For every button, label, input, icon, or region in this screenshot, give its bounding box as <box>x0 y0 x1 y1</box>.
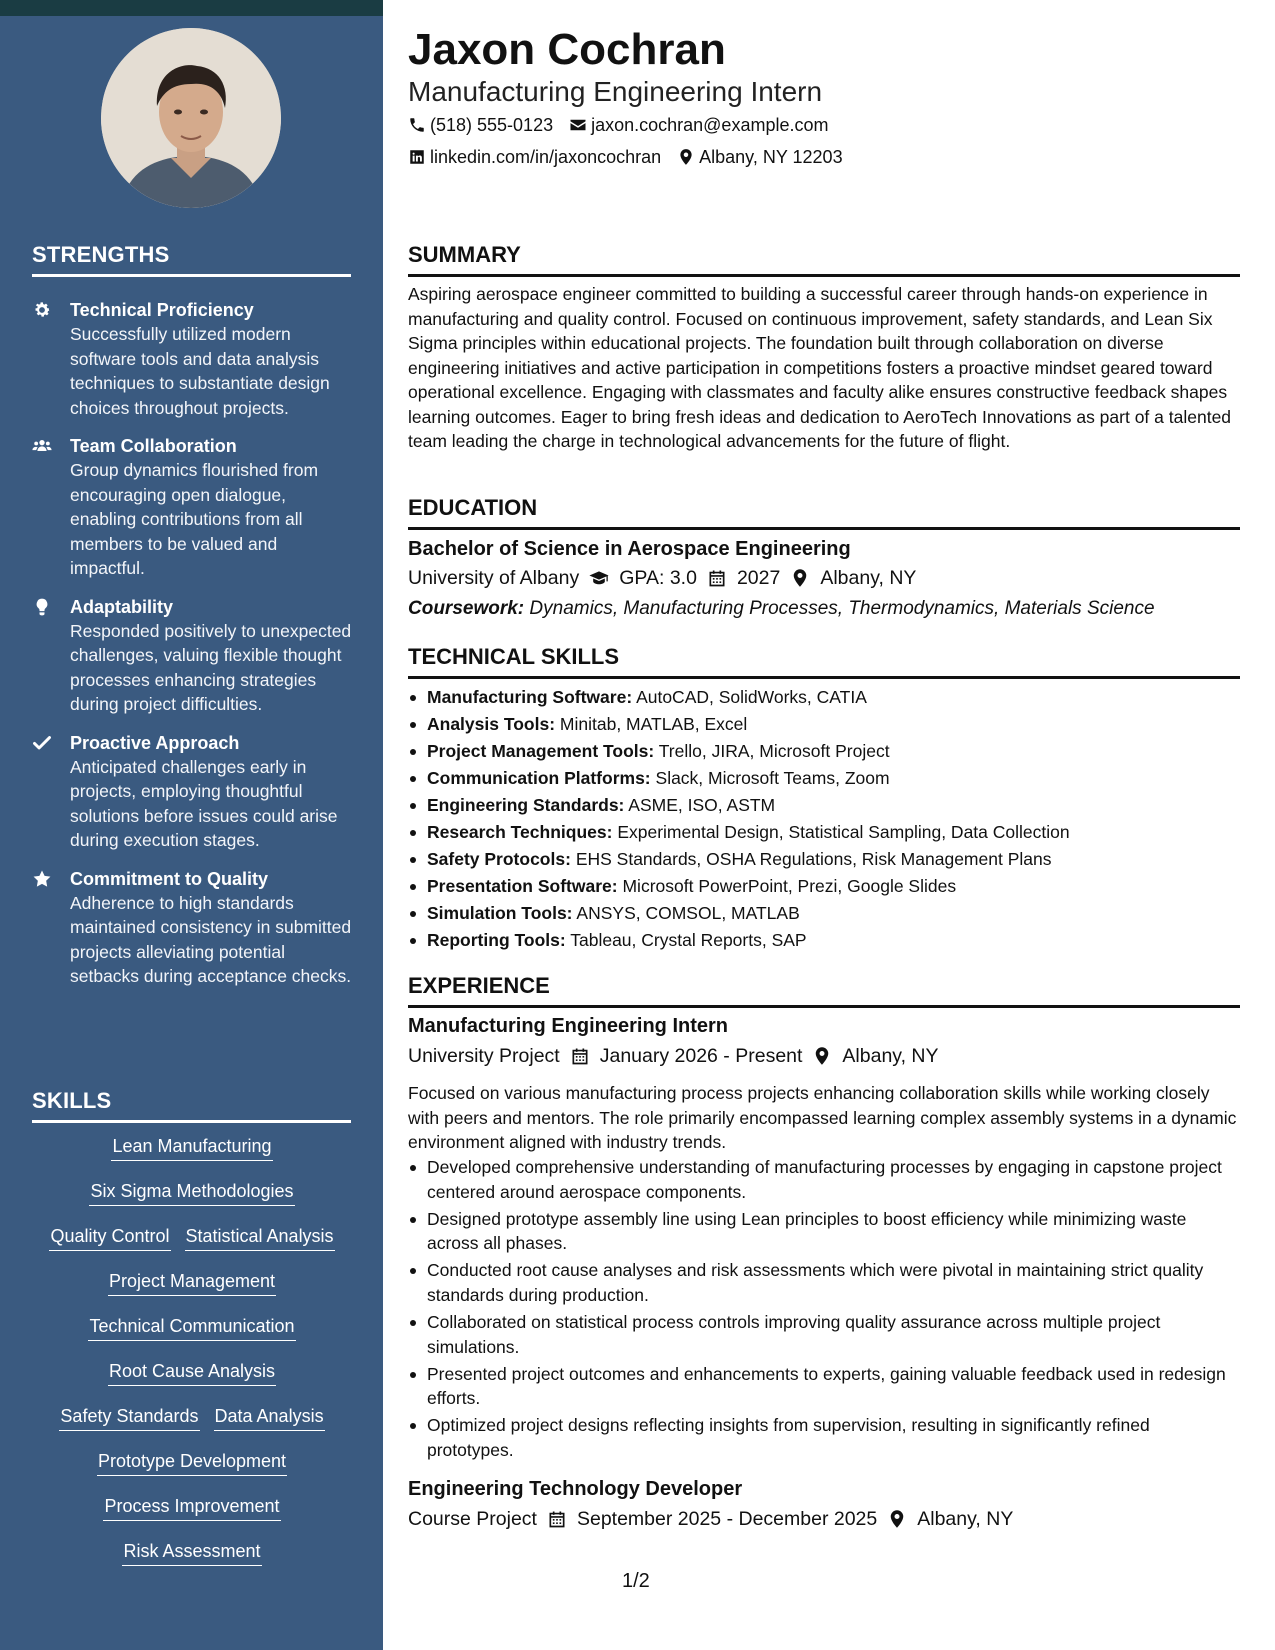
candidate-title: Manufacturing Engineering Intern <box>408 76 823 107</box>
education-meta <box>408 565 916 591</box>
skill-category: Safety Protocols: <box>427 849 571 869</box>
skill-tag: Prototype Development <box>97 1449 287 1476</box>
calendar-icon <box>570 1046 590 1066</box>
job-dates: September 2025 - December 2025 <box>576 1508 878 1530</box>
strengths-list <box>32 298 352 1003</box>
skill-category: Project Management Tools: <box>427 741 655 761</box>
strength-item <box>32 298 352 420</box>
technical-skill-item <box>408 900 1240 927</box>
skill-values: Minitab, MATLAB, Excel <box>559 714 748 734</box>
skill-values: Slack, Microsoft Teams, Zoom <box>655 768 890 788</box>
skill-tag: Risk Assessment <box>122 1539 261 1566</box>
map-pin-icon <box>887 1509 907 1529</box>
school-name: University of Albany <box>408 567 580 589</box>
star-icon <box>32 867 70 989</box>
skill-category: Manufacturing Software: <box>427 687 633 707</box>
strength-title: Adaptability <box>70 596 174 617</box>
linkedin-icon <box>408 148 426 166</box>
strength-description: Successfully utilized modern software tools and data analysis techniques to substantiate design choices throughout projects. <box>70 324 330 418</box>
gear-icon <box>32 298 70 420</box>
candidate-name: Jaxon Cochran <box>408 25 726 74</box>
contact-row <box>408 113 844 137</box>
education-location: Albany, NY <box>820 567 917 589</box>
skill-row <box>32 1134 352 1179</box>
sidebar-top-band <box>0 0 383 16</box>
technical-skill-item <box>408 711 1240 738</box>
job-bullets <box>408 1155 1240 1465</box>
skill-category: Engineering Standards: <box>427 795 625 815</box>
strength-item <box>32 731 352 853</box>
technical-skill-item <box>408 684 1240 711</box>
technical-skill-item <box>408 738 1240 765</box>
strength-title: Proactive Approach <box>70 732 240 753</box>
profile-photo-image <box>101 28 281 208</box>
graduation-cap-icon <box>589 568 609 588</box>
skill-values: ANSYS, COMSOL, MATLAB <box>576 903 800 923</box>
job-summary: Focused on various manufacturing process projects enhancing collaboration skills while working closely with peers and mentors. The role primarily encompassed learning complex assembly systems in a dynamic environment aligned with industry trends. <box>408 1083 1237 1152</box>
job-org: University Project <box>408 1045 560 1067</box>
gpa: GPA: 3.0 <box>619 567 697 589</box>
linkedin-text: linkedin.com/in/jaxoncochran <box>430 147 662 167</box>
strength-item <box>32 595 352 717</box>
job-meta <box>408 1506 1013 1532</box>
check-icon <box>32 731 70 853</box>
calendar-icon <box>707 568 727 588</box>
strength-description: Anticipated challenges early in projects, employing thoughtful solutions before issues could arise during execution stages. <box>70 756 338 850</box>
phone-text: (518) 555-0123 <box>430 115 554 135</box>
technical-skill-item <box>408 873 1240 900</box>
strengths-heading: STRENGTHS <box>32 242 351 277</box>
skill-row <box>32 1269 352 1314</box>
skill-tag: Technical Communication <box>88 1314 295 1341</box>
strength-description: Adherence to high standards maintained consistency in submitted projects alleviating potential setbacks during acceptance checks. <box>70 892 352 986</box>
skill-row <box>32 1539 352 1584</box>
technical-skill-item <box>408 765 1240 792</box>
skill-values: Tableau, Crystal Reports, SAP <box>570 930 807 950</box>
skill-row <box>32 1359 352 1404</box>
location-text: Albany, NY 12203 <box>699 147 843 167</box>
strength-title: Commitment to Quality <box>70 868 269 889</box>
map-pin-icon <box>677 148 695 166</box>
coursework-label: Coursework: <box>408 598 525 619</box>
profile-photo <box>101 28 281 208</box>
job-title: Engineering Technology Developer <box>408 1478 743 1500</box>
contact-email <box>569 113 828 137</box>
skill-category: Presentation Software: <box>427 876 618 896</box>
contact-phone <box>408 113 553 137</box>
strength-item <box>32 434 352 581</box>
graduation-year: 2027 <box>736 567 781 589</box>
summary-text: Aspiring aerospace engineer committed to building a successful career through hands-on experience in manufacturing and quality control. Focused on continuous improvement, safety standards, and Lean Six Sigma principles within educational projects. The foundation built through collaboration on diverse engineering initiatives and active participation in competitions fosters a proactive mindset geared toward operational excellence. Engaging with classmates and faculty alike ensures constructive feedback shapes learning outcomes. Eager to bring fresh ideas and dedication to AeroTech Innovations as part of a talented team leading the charge in technological advancements for the future of flight. <box>408 284 1232 451</box>
skill-tag: Statistical Analysis <box>185 1224 335 1251</box>
coursework-line <box>408 596 1155 622</box>
degree-title: Bachelor of Science in Aerospace Engineering <box>408 538 851 560</box>
page-number: 1/2 <box>622 1570 650 1592</box>
skill-values: Microsoft PowerPoint, Prezi, Google Slides <box>622 876 957 896</box>
map-pin-icon <box>812 1046 832 1066</box>
job-meta <box>408 1043 939 1069</box>
strength-title: Technical Proficiency <box>70 300 254 320</box>
lightbulb-icon <box>32 595 70 717</box>
strength-description: Group dynamics flourished from encouraging open dialogue, enabling contributions from all members to be valued and impactful. <box>70 460 319 578</box>
experience-heading: EXPERIENCE <box>408 972 1240 1008</box>
contact-linkedin <box>408 145 661 169</box>
skills-tags <box>32 1134 352 1584</box>
skill-row <box>32 1449 352 1494</box>
contact-location <box>677 145 842 169</box>
skill-tag: Safety Standards <box>59 1404 199 1431</box>
job-bullet: Designed prototype assembly line using Lean principles to boost efficiency while minimizing waste across all phases. <box>408 1207 1240 1256</box>
email-text: jaxon.cochran@example.com <box>591 115 829 135</box>
job-location: Albany, NY <box>917 1508 1014 1530</box>
skill-tag: Project Management <box>108 1269 276 1296</box>
skill-tag: Lean Manufacturing <box>111 1134 272 1161</box>
technical-skill-item <box>408 846 1240 873</box>
skill-tag: Quality Control <box>49 1224 170 1251</box>
skill-values: AutoCAD, SolidWorks, CATIA <box>636 687 867 707</box>
education-heading: EDUCATION <box>408 494 1240 530</box>
map-pin-icon <box>790 568 810 588</box>
skill-tag: Six Sigma Methodologies <box>89 1179 294 1206</box>
skill-category: Research Techniques: <box>427 822 613 842</box>
skill-row <box>32 1314 352 1359</box>
job-title: Manufacturing Engineering Intern <box>408 1015 729 1037</box>
job-bullet: Presented project outcomes and enhancements to experts, gaining valuable feedback used in redesign efforts. <box>408 1362 1240 1411</box>
phone-icon <box>408 116 426 134</box>
job-bullet: Conducted root cause analyses and risk assessments which were pivotal in maintaining strict quality standards during production. <box>408 1258 1240 1307</box>
skill-category: Simulation Tools: <box>427 903 573 923</box>
strength-description: Responded positively to unexpected challenges, valuing flexible thought processes enhancing strategies during project difficulties. <box>70 620 352 714</box>
users-icon <box>32 434 70 581</box>
skill-row <box>32 1404 352 1449</box>
job-dates: January 2026 - Present <box>599 1045 803 1067</box>
technical-skills-list <box>408 684 1240 954</box>
skill-values: Experimental Design, Statistical Sampling, Data Collection <box>617 822 1070 842</box>
strength-title: Team Collaboration <box>70 436 237 456</box>
skill-values: ASME, ISO, ASTM <box>628 795 776 815</box>
skill-tag: Process Improvement <box>103 1494 280 1521</box>
skill-category: Communication Platforms: <box>427 768 651 788</box>
job-bullet: Developed comprehensive understanding of manufacturing processes by engaging in capstone project centered around aerospace components. <box>408 1155 1240 1204</box>
skill-tag: Root Cause Analysis <box>108 1359 276 1386</box>
job-bullet: Collaborated on statistical process controls improving quality assurance across multiple project simulations. <box>408 1310 1240 1359</box>
coursework-text: Dynamics, Manufacturing Processes, Thermodynamics, Materials Science <box>529 598 1155 619</box>
skill-tag: Data Analysis <box>214 1404 325 1431</box>
job-bullet: Optimized project designs reflecting insights from supervision, resulting in significantly refined prototypes. <box>408 1413 1240 1462</box>
calendar-icon <box>547 1509 567 1529</box>
envelope-icon <box>569 116 587 134</box>
technical-skill-item <box>408 819 1240 846</box>
skill-row <box>32 1179 352 1224</box>
skill-values: Trello, JIRA, Microsoft Project <box>658 741 890 761</box>
technical-skill-item <box>408 792 1240 819</box>
skill-category: Analysis Tools: <box>427 714 556 734</box>
technical-skill-item <box>408 927 1240 954</box>
skill-row <box>32 1224 352 1269</box>
summary-heading: SUMMARY <box>408 241 1240 277</box>
technical-skills-heading: TECHNICAL SKILLS <box>408 643 1240 679</box>
job-org: Course Project <box>408 1508 537 1530</box>
skill-values: EHS Standards, OSHA Regulations, Risk Management Plans <box>575 849 1052 869</box>
sidebar <box>0 16 383 1650</box>
skill-category: Reporting Tools: <box>427 930 566 950</box>
skills-heading: SKILLS <box>32 1088 351 1123</box>
job-location: Albany, NY <box>842 1045 939 1067</box>
strength-item <box>32 867 352 989</box>
contact-row <box>408 145 859 169</box>
skill-row <box>32 1494 352 1539</box>
